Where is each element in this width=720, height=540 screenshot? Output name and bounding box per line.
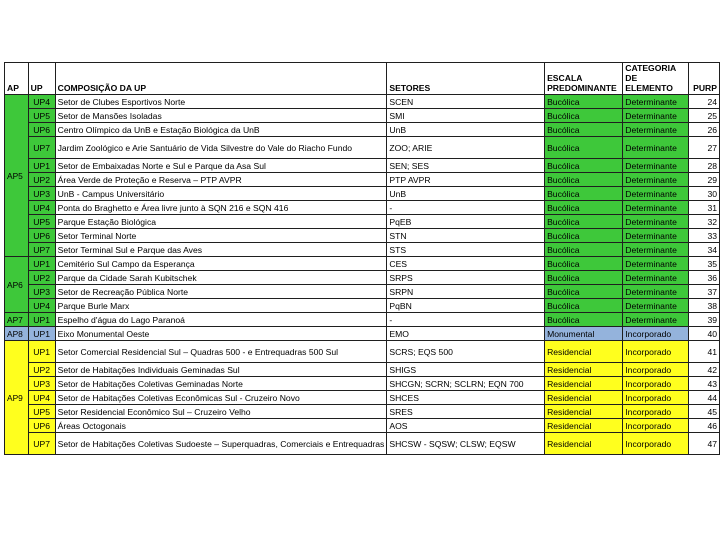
setores-cell: SHCGN; SCRN; SCLRN; EQN 700	[387, 377, 545, 391]
up-cell: UP5	[28, 109, 55, 123]
table-row	[5, 109, 720, 123]
escala-cell: Residencial	[545, 391, 623, 405]
categoria-cell: Determinante	[623, 215, 689, 229]
purp-cell: 41	[689, 341, 720, 363]
table-row	[5, 229, 720, 243]
purp-cell: 24	[689, 95, 720, 109]
up-cell: UP1	[28, 159, 55, 173]
escala-cell: Bucólica	[545, 257, 623, 271]
setores-cell: SMI	[387, 109, 545, 123]
purp-cell: 31	[689, 201, 720, 215]
composicao-cell: Setor de Habitações Coletivas Sudoeste – Superquadras, Comerciais e Entrequadras	[55, 433, 387, 455]
categoria-cell: Determinante	[623, 285, 689, 299]
purp-cell: 29	[689, 173, 720, 187]
escala-cell: Bucólica	[545, 243, 623, 257]
escala-cell: Bucólica	[545, 229, 623, 243]
categoria-cell: Determinante	[623, 229, 689, 243]
up-cell: UP6	[28, 229, 55, 243]
escala-cell: Residencial	[545, 377, 623, 391]
purp-cell: 37	[689, 285, 720, 299]
escala-cell: Bucólica	[545, 215, 623, 229]
setores-cell: AOS	[387, 419, 545, 433]
escala-cell: Bucólica	[545, 271, 623, 285]
composicao-cell: Setor de Mansões Isoladas	[55, 109, 387, 123]
escala-cell: Bucólica	[545, 123, 623, 137]
header-row	[5, 63, 720, 95]
purp-cell: 47	[689, 433, 720, 455]
up-cell: UP2	[28, 271, 55, 285]
up-cell: UP4	[28, 201, 55, 215]
setores-cell: SCEN	[387, 95, 545, 109]
setores-cell: STN	[387, 229, 545, 243]
categoria-cell: Determinante	[623, 243, 689, 257]
categoria-cell: Determinante	[623, 271, 689, 285]
up-cell: UP7	[28, 137, 55, 159]
up-cell: UP6	[28, 419, 55, 433]
composicao-cell: Setor de Embaixadas Norte e Sul e Parque da Asa Sul	[55, 159, 387, 173]
setores-cell: PqEB	[387, 215, 545, 229]
up-cell: UP3	[28, 377, 55, 391]
composicao-cell: Setor de Habitações Coletivas Geminadas Norte	[55, 377, 387, 391]
composicao-cell: Ponta do Braghetto e Área livre junto à SQN 216 e SQN 416	[55, 201, 387, 215]
purp-cell: 38	[689, 299, 720, 313]
setores-cell: SEN; SES	[387, 159, 545, 173]
up-cell: UP3	[28, 285, 55, 299]
escala-cell: Monumental	[545, 327, 623, 341]
setores-cell: -	[387, 313, 545, 327]
table-row	[5, 363, 720, 377]
composicao-cell: Parque da Cidade Sarah Kubitschek	[55, 271, 387, 285]
up-cell: UP1	[28, 313, 55, 327]
up-cell: UP4	[28, 95, 55, 109]
ap-cell: AP5	[5, 95, 29, 257]
setores-cell: SRPN	[387, 285, 545, 299]
table-row	[5, 285, 720, 299]
purp-cell: 45	[689, 405, 720, 419]
ap-cell: AP8	[5, 327, 29, 341]
up-cell: UP1	[28, 257, 55, 271]
escala-cell: Bucólica	[545, 201, 623, 215]
purp-cell: 43	[689, 377, 720, 391]
purp-cell: 34	[689, 243, 720, 257]
table-row	[5, 405, 720, 419]
up-cell: UP4	[28, 391, 55, 405]
table-row	[5, 377, 720, 391]
categoria-cell: Determinante	[623, 313, 689, 327]
escala-cell: Bucólica	[545, 109, 623, 123]
composicao-cell: Setor Comercial Residencial Sul – Quadras 500 - e Entrequadras 500 Sul	[55, 341, 387, 363]
table-row	[5, 391, 720, 405]
categoria-cell: Incorporado	[623, 377, 689, 391]
escala-cell: Residencial	[545, 433, 623, 455]
escala-cell: Bucólica	[545, 137, 623, 159]
up-cell: UP1	[28, 341, 55, 363]
table-row	[5, 271, 720, 285]
up-cell: UP2	[28, 363, 55, 377]
purp-cell: 30	[689, 187, 720, 201]
purp-cell: 26	[689, 123, 720, 137]
categoria-cell: Incorporado	[623, 433, 689, 455]
purp-cell: 33	[689, 229, 720, 243]
table-row	[5, 215, 720, 229]
table-row	[5, 327, 720, 341]
composicao-cell: Parque Estação Biológica	[55, 215, 387, 229]
header-escala: ESCALA PREDOMINANTE	[545, 63, 623, 95]
categoria-cell: Incorporado	[623, 341, 689, 363]
escala-cell: Bucólica	[545, 187, 623, 201]
categoria-cell: Incorporado	[623, 327, 689, 341]
composicao-cell: Setor de Recreação Pública Norte	[55, 285, 387, 299]
escala-cell: Bucólica	[545, 313, 623, 327]
categoria-cell: Determinante	[623, 109, 689, 123]
setores-cell: CES	[387, 257, 545, 271]
purp-cell: 27	[689, 137, 720, 159]
composicao-cell: Espelho d'água do Lago Paranoá	[55, 313, 387, 327]
purp-table	[4, 62, 720, 455]
composicao-cell: Áreas Octogonais	[55, 419, 387, 433]
setores-cell: UnB	[387, 123, 545, 137]
up-cell: UP5	[28, 405, 55, 419]
setores-cell: ZOO; ARIE	[387, 137, 545, 159]
setores-cell: PTP AVPR	[387, 173, 545, 187]
setores-cell: EMO	[387, 327, 545, 341]
escala-cell: Residencial	[545, 419, 623, 433]
escala-cell: Bucólica	[545, 299, 623, 313]
purp-cell: 32	[689, 215, 720, 229]
composicao-cell: Cemitério Sul Campo da Esperança	[55, 257, 387, 271]
setores-cell: SHCES	[387, 391, 545, 405]
purp-cell: 36	[689, 271, 720, 285]
table-row	[5, 95, 720, 109]
header-purp: PURP	[689, 63, 720, 95]
purp-cell: 25	[689, 109, 720, 123]
escala-cell: Residencial	[545, 341, 623, 363]
purp-cell: 42	[689, 363, 720, 377]
table-row	[5, 187, 720, 201]
categoria-cell: Incorporado	[623, 363, 689, 377]
up-cell: UP4	[28, 299, 55, 313]
categoria-cell: Determinante	[623, 187, 689, 201]
header-setores: SETORES	[387, 63, 545, 95]
categoria-cell: Incorporado	[623, 405, 689, 419]
table-row	[5, 257, 720, 271]
escala-cell: Bucólica	[545, 173, 623, 187]
escala-cell: Bucólica	[545, 95, 623, 109]
escala-cell: Residencial	[545, 363, 623, 377]
table-row	[5, 313, 720, 327]
table-row	[5, 419, 720, 433]
categoria-cell: Determinante	[623, 173, 689, 187]
table-row	[5, 201, 720, 215]
composicao-cell: Parque Burle Marx	[55, 299, 387, 313]
composicao-cell: Setor Terminal Sul e Parque das Aves	[55, 243, 387, 257]
escala-cell: Residencial	[545, 405, 623, 419]
up-cell: UP2	[28, 173, 55, 187]
table-row	[5, 433, 720, 455]
escala-cell: Bucólica	[545, 159, 623, 173]
categoria-cell: Incorporado	[623, 391, 689, 405]
setores-cell: SHCSW - SQSW; CLSW; EQSW	[387, 433, 545, 455]
composicao-cell: Setor Terminal Norte	[55, 229, 387, 243]
up-cell: UP7	[28, 433, 55, 455]
table-body	[5, 95, 720, 455]
categoria-cell: Determinante	[623, 137, 689, 159]
table-row	[5, 123, 720, 137]
up-cell: UP5	[28, 215, 55, 229]
composicao-cell: Setor Residencial Econômico Sul – Cruzeiro Velho	[55, 405, 387, 419]
composicao-cell: UnB - Campus Universitário	[55, 187, 387, 201]
composicao-cell: Eixo Monumental Oeste	[55, 327, 387, 341]
setores-cell: -	[387, 201, 545, 215]
purp-cell: 40	[689, 327, 720, 341]
setores-cell: SCRS; EQS 500	[387, 341, 545, 363]
categoria-cell: Determinante	[623, 257, 689, 271]
ap-cell: AP7	[5, 313, 29, 327]
setores-cell: SRES	[387, 405, 545, 419]
escala-cell: Bucólica	[545, 285, 623, 299]
categoria-cell: Determinante	[623, 299, 689, 313]
purp-cell: 28	[689, 159, 720, 173]
table-row	[5, 137, 720, 159]
composicao-cell: Setor de Habitações Coletivas Econômicas Sul - Cruzeiro Novo	[55, 391, 387, 405]
header-up: UP	[28, 63, 55, 95]
up-cell: UP1	[28, 327, 55, 341]
header-categoria: CATEGORIA DE ELEMENTO	[623, 63, 689, 95]
header-composicao: COMPOSIÇÃO DA UP	[55, 63, 387, 95]
purp-cell: 39	[689, 313, 720, 327]
categoria-cell: Incorporado	[623, 419, 689, 433]
composicao-cell: Setor de Clubes Esportivos Norte	[55, 95, 387, 109]
composicao-cell: Centro Olímpico da UnB e Estação Biológica da UnB	[55, 123, 387, 137]
purp-cell: 46	[689, 419, 720, 433]
table-row	[5, 299, 720, 313]
categoria-cell: Determinante	[623, 159, 689, 173]
setores-cell: SRPS	[387, 271, 545, 285]
up-cell: UP3	[28, 187, 55, 201]
categoria-cell: Determinante	[623, 201, 689, 215]
header-ap: AP	[5, 63, 29, 95]
categoria-cell: Determinante	[623, 95, 689, 109]
table-row	[5, 159, 720, 173]
purp-cell: 35	[689, 257, 720, 271]
table-row	[5, 243, 720, 257]
table-row	[5, 173, 720, 187]
composicao-cell: Setor de Habitações Individuais Geminadas Sul	[55, 363, 387, 377]
composicao-cell: Jardim Zoológico e Arie Santuário de Vida Silvestre do Vale do Riacho Fundo	[55, 137, 387, 159]
setores-cell: SHIGS	[387, 363, 545, 377]
purp-cell: 44	[689, 391, 720, 405]
setores-cell: UnB	[387, 187, 545, 201]
ap-cell: AP9	[5, 341, 29, 455]
up-cell: UP6	[28, 123, 55, 137]
ap-cell: AP6	[5, 257, 29, 313]
up-cell: UP7	[28, 243, 55, 257]
setores-cell: STS	[387, 243, 545, 257]
categoria-cell: Determinante	[623, 123, 689, 137]
setores-cell: PqBN	[387, 299, 545, 313]
composicao-cell: Área Verde de Proteção e Reserva – PTP AVPR	[55, 173, 387, 187]
table-row	[5, 341, 720, 363]
